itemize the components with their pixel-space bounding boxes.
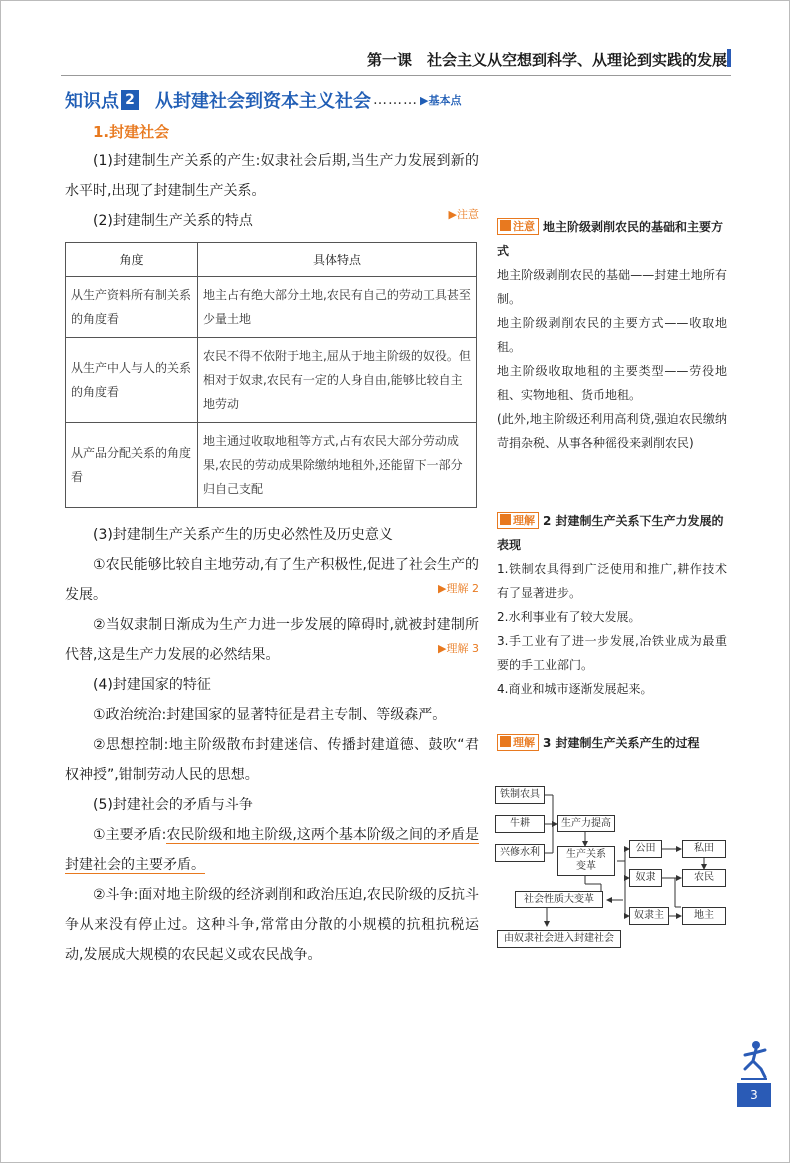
flow-node-relations-change: 生产关系变革 [557,846,615,876]
attention-badge: 注意 [497,218,539,235]
table-header-cell: 角度 [66,243,198,277]
paragraph-significance-heading: (3)封建制生产关系产生的历史必然性及历史意义 [93,527,393,543]
understand-badge: 理解 [497,512,539,529]
knowledge-point-number: 2 [121,90,139,110]
process-flow-diagram [495,776,731,956]
paragraph-significance-b: ②当奴隶制日渐成为生产力进一步发展的障碍时,就被封建制所代替,这是生产力发展的必然结果。 ▶理解 3 [65,617,479,663]
side-note-line: 3.手工业有了进一步发展,冶铁业成为最重要的手工业部门。 [497,634,727,672]
paragraph-contradiction-a: ①主要矛盾:农民阶级和地主阶级,这两个基本阶级之间的矛盾是封建社会的主要矛盾。 [65,827,479,873]
flow-node-slave: 奴隶 [629,869,662,887]
running-header: 第一课 社会主义从空想到科学、从理论到实践的发展 [366,51,727,69]
side-note-understand-3 [497,731,727,755]
side-note-line: (此外,地主阶级还利用高利贷,强迫农民缴纳苛捐杂税、从事各种徭役来剥削农民) [497,412,727,450]
side-note-line: 4.商业和城市逐渐发展起来。 [497,682,653,696]
paragraph-features-heading: (2)封建制生产关系的特点 ▶注意 [65,206,479,236]
flow-node-slave-owner: 奴隶主 [629,907,669,925]
flow-node-ox-plough: 牛耕 [495,815,545,833]
page-number: 3 [737,1083,771,1107]
underlined-text: 农民阶级和地主阶级,这两个基本阶级之间的矛盾是封建社会的主要矛盾。 [65,827,479,873]
understand-badge: 理解 [497,734,539,751]
table-cell: 从产品分配关系的角度看 [66,423,198,508]
download-icon [500,220,511,231]
table-header-row [66,243,477,277]
side-note-line: 地主阶级剥削农民的主要方式——收取地租。 [497,316,727,354]
book-icon [500,514,511,525]
paragraph-contradiction-heading: (5)封建社会的矛盾与斗争 [93,797,253,813]
paragraph-struggle: ②斗争:面对地主阶级的经济剥削和政治压迫,农民阶级的反抗斗争从来没有停止过。这种斗争,常常由分散的小规模的抗租抗税运动,发展成大规模的农民起义或农民战争。 [65,887,479,963]
side-note-line: 2.水利事业有了较大发展。 [497,610,641,624]
flow-node-result: 由奴隶社会进入封建社会 [497,930,621,948]
table-cell: 从生产资料所有制关系的角度看 [66,277,198,338]
flow-node-irrigation: 兴修水利 [495,844,545,862]
paragraph-origin: (1)封建制生产关系的产生:奴隶社会后期,当生产力发展到新的水平时,出现了封建制生产关系。 [65,153,479,199]
basic-point-tag: ▶基本点 [420,94,462,107]
side-note-attention [497,215,727,455]
book-icon [500,736,511,747]
knowledge-point-heading [65,87,461,113]
flow-node-landlord: 地主 [682,907,726,925]
side-note-head: 注意 地主阶级剥削农民的基础和主要方式 [497,220,724,258]
paragraph-state-a: ①政治统治:封建国家的显著特征是君主专制、等级森严。 [93,707,447,723]
main-column [65,119,479,970]
understand-3-tag: ▶理解 3 [438,642,479,655]
side-note-line: 地主阶级收取地租的主要类型——劳役地租、实物地租、货币地租。 [497,364,727,402]
flow-node-social-change: 社会性质大变革 [515,891,603,908]
paragraph-state-heading: (4)封建国家的特征 [93,677,211,693]
side-note-head: 理解 3 封建制生产关系产生的过程 [497,731,727,755]
table-cell: 从生产中人与人的关系的角度看 [66,338,198,423]
knowledge-point-title: 从封建社会到资本主义社会 [155,91,371,112]
header-accent-bar [727,49,731,67]
side-note-head: 理解 2 封建制生产关系下生产力发展的表现 [497,514,724,552]
side-note-line: 地主阶级剥削农民的基础——封建土地所有制。 [497,268,727,306]
flow-node-private-land: 私田 [682,840,726,858]
flow-node-peasant: 农民 [682,869,726,887]
table-row [66,423,477,508]
features-table [65,242,477,508]
flow-node-productivity: 生产力提高 [557,815,615,832]
side-note-line: 1.铁制农具得到广泛使用和推广,耕作技术有了显著进步。 [497,562,727,600]
side-note-understand-2 [497,509,727,701]
table-row [66,338,477,423]
flow-node-iron-tools: 铁制农具 [495,786,545,804]
flow-node-public-land: 公田 [629,840,662,858]
leader-dots: ……… [373,92,418,108]
table-header-cell: 具体特点 [198,243,477,277]
header-rule [61,75,731,76]
knowledge-point-label: 知识点 [65,91,119,112]
note-tag: ▶注意 [448,208,479,221]
table-cell: 地主占有绝大部分土地,农民有自己的劳动工具甚至少量土地 [198,277,477,338]
paragraph-state-b: ②思想控制:地主阶级散布封建迷信、传播封建道德、鼓吹“君权神授”,钳制劳动人民的思想。 [65,737,479,783]
paragraph-significance-a: ①农民能够比较自主地劳动,有了生产积极性,促进了社会生产的发展。 ▶理解 2 [65,557,479,603]
table-row [66,277,477,338]
table-cell: 地主通过收取地租等方式,占有农民大部分劳动成果,农民的劳动成果除缴纳地租外,还能留下一部分归自己支配 [198,423,477,508]
table-cell: 农民不得不依附于地主,屈从于地主阶级的奴役。但相对于奴隶,农民有一定的人身自由,能够比较自主地劳动 [198,338,477,423]
runner-logo-icon [737,1039,771,1083]
section-title: 1.封建社会 [93,123,170,141]
understand-2-tag: ▶理解 2 [438,582,479,595]
